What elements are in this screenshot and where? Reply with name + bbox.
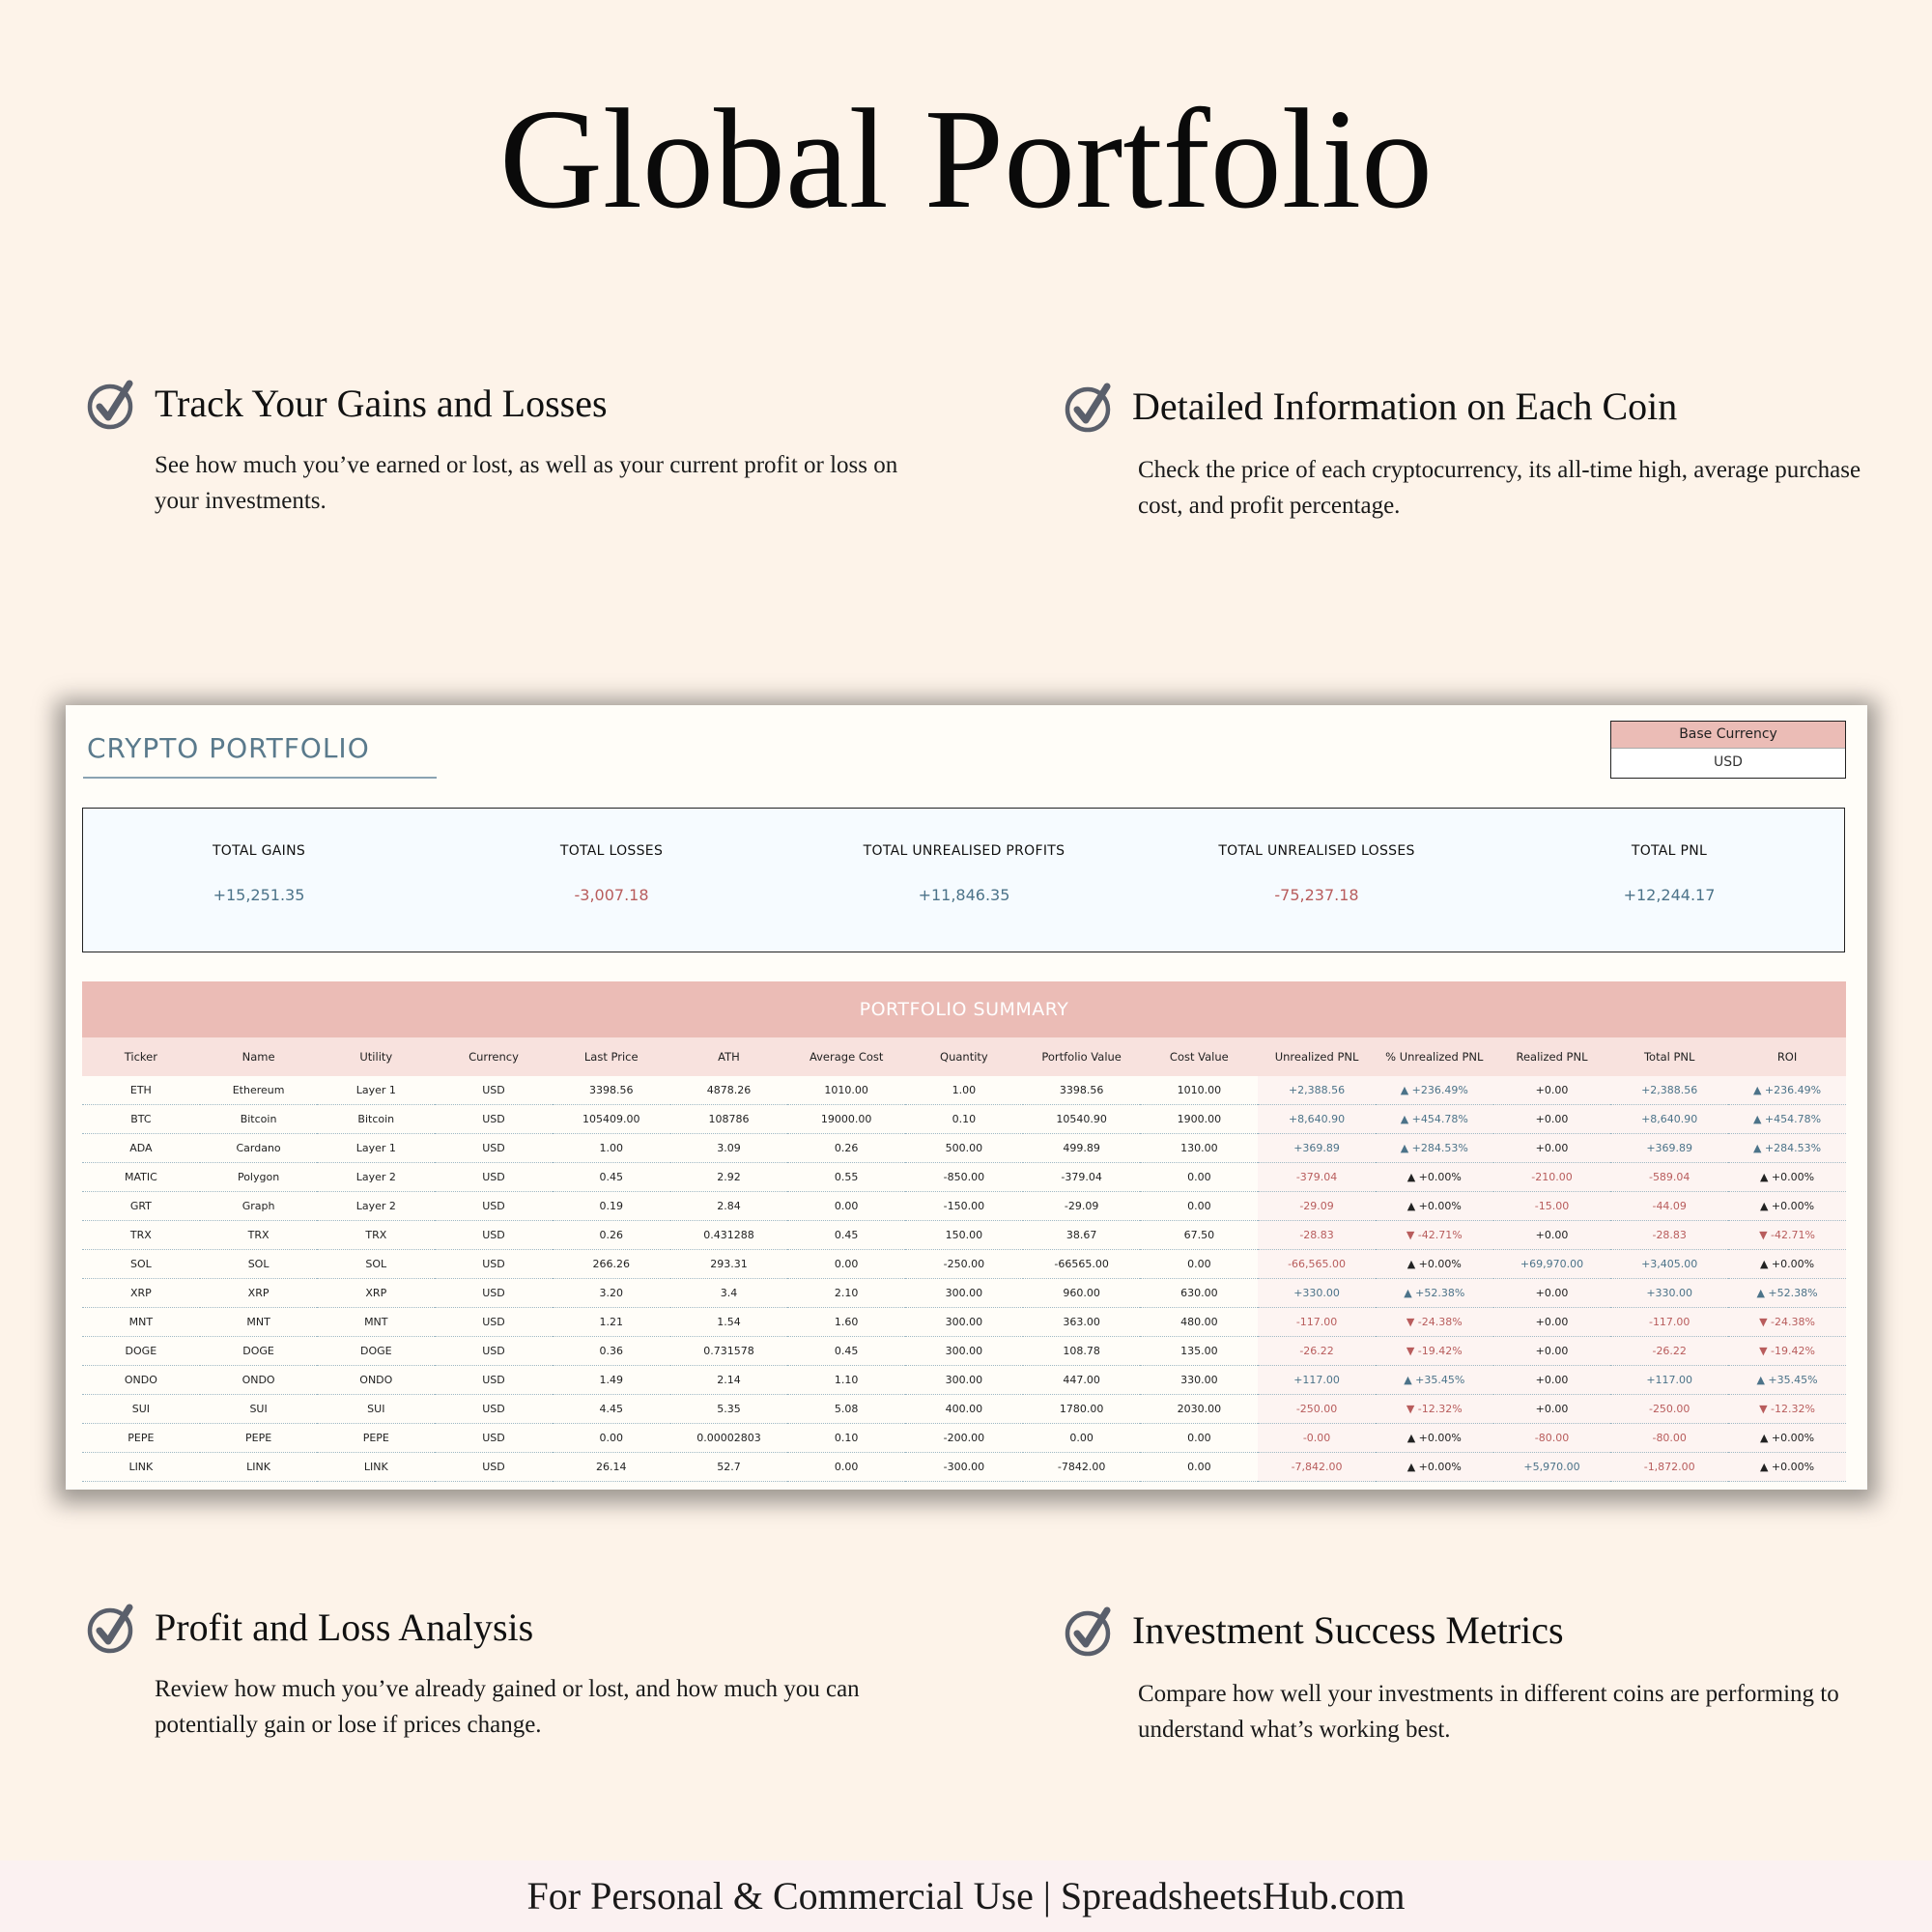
table-cell[interactable]: ▼ -42.71% [1376,1221,1493,1250]
table-row [82,1250,1846,1279]
table-cell[interactable]: -850.00 [905,1163,1023,1192]
table-cell[interactable]: ▼ -12.32% [1376,1395,1493,1424]
table-cell[interactable]: +0.00 [1493,1279,1611,1308]
table-cell[interactable]: MNT [317,1308,435,1337]
table-cell[interactable]: ▲ +0.00% [1728,1453,1846,1482]
table-cell[interactable]: 108786 [670,1105,788,1134]
table-cell[interactable]: 330.00 [1140,1366,1258,1395]
table-cell[interactable]: +8,640.90 [1610,1105,1728,1134]
table-cell[interactable]: USD [435,1163,553,1192]
base-currency-select[interactable]: USD [1714,754,1743,770]
table-cell[interactable]: 0.26 [787,1134,905,1163]
table-cell[interactable]: 108.78 [1023,1337,1141,1366]
kpi-value: -75,237.18 [1274,886,1359,904]
table-cell[interactable]: ONDO [317,1366,435,1395]
table-cell[interactable]: 480.00 [1140,1308,1258,1337]
table-cell[interactable]: 499.89 [1023,1134,1141,1163]
table-row [82,1279,1846,1308]
spreadsheet-screenshot [66,705,1867,1490]
table-cell[interactable]: ▲ +0.00% [1728,1192,1846,1221]
table-cell[interactable]: 4.45 [553,1395,670,1424]
table-cell[interactable]: ADA [82,1134,200,1163]
column-header: Average Cost [787,1037,905,1076]
feature-heading: Investment Success Metrics [1132,1608,1564,1652]
table-cell[interactable]: 0.00 [787,1453,905,1482]
table-cell[interactable]: -28.83 [1610,1221,1728,1250]
table-cell[interactable]: 0.00 [1140,1163,1258,1192]
feature-heading: Track Your Gains and Losses [155,382,608,425]
table-cell[interactable]: +0.00 [1493,1134,1611,1163]
kpi-panel [82,808,1845,952]
table-cell[interactable]: USD [435,1105,553,1134]
table-cell[interactable]: -117.00 [1610,1308,1728,1337]
table-cell[interactable]: 2.14 [670,1366,788,1395]
table-cell[interactable]: 1010.00 [1140,1076,1258,1105]
table-cell[interactable]: DOGE [200,1337,318,1366]
table-cell[interactable]: -300.00 [905,1453,1023,1482]
table-cell[interactable]: GRT [82,1192,200,1221]
table-cell[interactable]: 0.10 [787,1424,905,1453]
table-cell[interactable]: Layer 1 [317,1076,435,1105]
column-header: Realized PNL [1493,1037,1611,1076]
table-cell[interactable]: 3.4 [670,1279,788,1308]
table-cell[interactable]: +0.00 [1493,1076,1611,1105]
table-cell[interactable]: -26.22 [1610,1337,1728,1366]
table-cell[interactable]: 3398.56 [553,1076,670,1105]
table-cell[interactable]: 105409.00 [553,1105,670,1134]
table-cell[interactable]: -66565.00 [1023,1250,1141,1279]
table-cell[interactable]: 0.19 [553,1192,670,1221]
table-cell[interactable]: 0.00 [1140,1453,1258,1482]
table-cell[interactable]: 52.7 [670,1453,788,1482]
feature-text: See how much you’ve earned or lost, as well as your current profit or loss on your investments. [155,452,898,514]
table-cell[interactable]: 2.10 [787,1279,905,1308]
table-cell[interactable]: 0.00 [1140,1250,1258,1279]
table-cell[interactable]: ▲ +236.49% [1376,1076,1493,1105]
table-cell[interactable]: TRX [317,1221,435,1250]
base-currency-box [1610,721,1846,779]
table-cell[interactable]: ▲ +52.38% [1376,1279,1493,1308]
table-cell[interactable]: ▲ +35.45% [1728,1366,1846,1395]
table-cell[interactable]: SUI [82,1395,200,1424]
table-cell[interactable]: USD [435,1279,553,1308]
table-cell[interactable]: 1.54 [670,1308,788,1337]
table-cell[interactable]: +3,405.00 [1610,1250,1728,1279]
table-cell[interactable]: +0.00 [1493,1366,1611,1395]
table-cell[interactable]: USD [435,1424,553,1453]
table-cell[interactable]: SOL [82,1250,200,1279]
column-header: Utility [317,1037,435,1076]
table-cell[interactable]: ▲ +0.00% [1376,1424,1493,1453]
table-cell[interactable]: 0.731578 [670,1337,788,1366]
table-cell[interactable]: Layer 2 [317,1163,435,1192]
table-cell[interactable]: ▲ +0.00% [1376,1250,1493,1279]
table-cell[interactable]: ETH [82,1076,200,1105]
table-cell[interactable]: 0.00 [787,1250,905,1279]
column-header: Ticker [82,1037,200,1076]
table-cell[interactable]: SOL [200,1250,318,1279]
table-cell[interactable]: 0.00 [553,1424,670,1453]
table-cell[interactable]: 0.36 [553,1337,670,1366]
table-cell[interactable]: 266.26 [553,1250,670,1279]
kpi-value: +15,251.35 [213,886,305,904]
table-cell[interactable]: 293.31 [670,1250,788,1279]
kpi-label: TOTAL LOSSES [559,843,664,859]
portfolio-table [82,1037,1846,1482]
table-cell[interactable]: PEPE [82,1424,200,1453]
table-header-row [82,1037,1846,1076]
table-cell[interactable]: ▲ +0.00% [1376,1192,1493,1221]
table-cell[interactable]: -80.00 [1610,1424,1728,1453]
table-cell[interactable]: 300.00 [905,1279,1023,1308]
table-cell[interactable]: 150.00 [905,1221,1023,1250]
table-cell[interactable]: 0.00 [787,1192,905,1221]
table-cell[interactable]: 960.00 [1023,1279,1141,1308]
table-cell[interactable]: TRX [82,1221,200,1250]
table-cell[interactable]: Bitcoin [317,1105,435,1134]
table-cell[interactable]: -28.83 [1258,1221,1376,1250]
table-cell[interactable]: +0.00 [1493,1395,1611,1424]
table-cell[interactable]: 1010.00 [787,1076,905,1105]
table-cell[interactable]: XRP [200,1279,318,1308]
table-cell[interactable]: 38.67 [1023,1221,1141,1250]
table-cell[interactable]: +8,640.90 [1258,1105,1376,1134]
column-header: Portfolio Value [1023,1037,1141,1076]
table-cell[interactable]: ▲ +0.00% [1728,1424,1846,1453]
table-cell[interactable]: 0.45 [787,1337,905,1366]
table-cell[interactable]: 400.00 [905,1395,1023,1424]
table-cell[interactable]: -66,565.00 [1258,1250,1376,1279]
footer: For Personal & Commercial Use | SpreadsheetsHub.com [0,1861,1932,1932]
table-cell[interactable]: +0.00 [1493,1221,1611,1250]
table-cell[interactable]: -7842.00 [1023,1453,1141,1482]
base-currency-label: Base Currency [1611,722,1845,749]
table-cell[interactable]: +369.89 [1258,1134,1376,1163]
table-cell[interactable]: USD [435,1308,553,1337]
table-cell[interactable]: Cardano [200,1134,318,1163]
table-cell[interactable]: -0.00 [1258,1424,1376,1453]
check-circle-icon [85,1602,137,1654]
table-cell[interactable]: BTC [82,1105,200,1134]
table-cell[interactable]: -210.00 [1493,1163,1611,1192]
table-cell[interactable]: 19000.00 [787,1105,905,1134]
table-cell[interactable]: 300.00 [905,1308,1023,1337]
column-header: Name [200,1037,318,1076]
table-cell[interactable]: -250.00 [905,1250,1023,1279]
table-cell[interactable]: +330.00 [1258,1279,1376,1308]
table-cell[interactable]: 0.00 [1023,1424,1141,1453]
table-cell[interactable]: +330.00 [1610,1279,1728,1308]
kpi-label: TOTAL UNREALISED PROFITS [863,843,1065,859]
table-cell[interactable]: +0.00 [1493,1337,1611,1366]
table-cell[interactable]: -80.00 [1493,1424,1611,1453]
table-cell[interactable]: 26.14 [553,1453,670,1482]
feature-text: Compare how well your investments in different coins are performing to understand what’s working best. [1138,1681,1839,1743]
kpi-value: -3,007.18 [574,886,649,904]
table-cell[interactable]: 5.35 [670,1395,788,1424]
table-cell[interactable]: -150.00 [905,1192,1023,1221]
table-cell[interactable]: ▲ +284.53% [1728,1134,1846,1163]
table-cell[interactable]: ONDO [200,1366,318,1395]
table-cell[interactable]: 630.00 [1140,1279,1258,1308]
feature-heading: Detailed Information on Each Coin [1132,384,1678,428]
table-cell[interactable]: 2.92 [670,1163,788,1192]
table-cell[interactable]: 0.55 [787,1163,905,1192]
table-cell[interactable]: -200.00 [905,1424,1023,1453]
table-cell[interactable]: 500.00 [905,1134,1023,1163]
table-cell[interactable]: 0.45 [553,1163,670,1192]
table-cell[interactable]: DOGE [317,1337,435,1366]
table-cell[interactable]: +2,388.56 [1610,1076,1728,1105]
table-cell[interactable]: 3.20 [553,1279,670,1308]
column-header: Last Price [553,1037,670,1076]
table-cell[interactable]: MNT [82,1308,200,1337]
sheet-title: CRYPTO PORTFOLIO [87,732,370,764]
table-cell[interactable]: -589.04 [1610,1163,1728,1192]
table-cell[interactable]: 0.00 [1140,1192,1258,1221]
page-title: Global Portfolio [498,80,1434,239]
table-cell[interactable]: ▲ +52.38% [1728,1279,1846,1308]
table-cell[interactable]: -15.00 [1493,1192,1611,1221]
table-cell[interactable]: 300.00 [905,1337,1023,1366]
table-cell[interactable]: +2,388.56 [1258,1076,1376,1105]
table-cell[interactable]: +117.00 [1610,1366,1728,1395]
table-cell[interactable]: ▲ +0.00% [1728,1163,1846,1192]
table-cell[interactable]: 67.50 [1140,1221,1258,1250]
table-cell[interactable]: 2.84 [670,1192,788,1221]
table-row [82,1308,1846,1337]
table-cell[interactable]: 0.00002803 [670,1424,788,1453]
table-cell[interactable]: -7,842.00 [1258,1453,1376,1482]
table-cell[interactable]: -1,872.00 [1610,1453,1728,1482]
table-cell[interactable]: 0.00 [1140,1424,1258,1453]
feature-text: Review how much you’ve already gained or lost, and how much you can potentially gain or lose if prices change. [155,1676,860,1738]
table-cell[interactable]: 1.60 [787,1308,905,1337]
table-cell[interactable]: +69,970.00 [1493,1250,1611,1279]
table-cell[interactable]: USD [435,1337,553,1366]
table-row [82,1221,1846,1250]
table-cell[interactable]: USD [435,1453,553,1482]
table-cell[interactable]: -117.00 [1258,1308,1376,1337]
table-cell[interactable]: ▲ +35.45% [1376,1366,1493,1395]
table-cell[interactable]: 0.10 [905,1105,1023,1134]
table-cell[interactable]: USD [435,1395,553,1424]
table-cell[interactable]: USD [435,1221,553,1250]
table-cell[interactable]: ▼ -24.38% [1728,1308,1846,1337]
title-underline [83,777,437,779]
table-cell[interactable]: Polygon [200,1163,318,1192]
table-cell[interactable]: MATIC [82,1163,200,1192]
table-row [82,1453,1846,1482]
table-cell[interactable]: ▲ +236.49% [1728,1076,1846,1105]
kpi-value: +12,244.17 [1623,886,1716,904]
table-cell[interactable]: 0.45 [787,1221,905,1250]
table-cell[interactable]: Layer 2 [317,1192,435,1221]
table-cell[interactable]: 1.10 [787,1366,905,1395]
column-header: Cost Value [1140,1037,1258,1076]
feature-text: Check the price of each cryptocurrency, its all-time high, average purchase cost, and profit percentage. [1138,457,1861,519]
table-cell[interactable]: 3398.56 [1023,1076,1141,1105]
kpi-value: +11,846.35 [918,886,1010,904]
table-row [82,1076,1846,1105]
table-cell[interactable]: TRX [200,1221,318,1250]
column-header: Unrealized PNL [1258,1037,1376,1076]
table-cell[interactable]: 2030.00 [1140,1395,1258,1424]
column-header: ATH [670,1037,788,1076]
table-cell[interactable]: +0.00 [1493,1105,1611,1134]
table-cell[interactable]: 4878.26 [670,1076,788,1105]
check-circle-icon [1063,381,1115,433]
table-cell[interactable]: DOGE [82,1337,200,1366]
table-cell[interactable]: 1780.00 [1023,1395,1141,1424]
table-cell[interactable]: +5,970.00 [1493,1453,1611,1482]
table-cell[interactable]: ▼ -42.71% [1728,1221,1846,1250]
table-row [82,1395,1846,1424]
table-cell[interactable]: Layer 1 [317,1134,435,1163]
column-header: Currency [435,1037,553,1076]
table-cell[interactable]: Graph [200,1192,318,1221]
table-row [82,1424,1846,1453]
kpi-label: TOTAL PNL [1631,843,1708,859]
column-header: % Unrealized PNL [1376,1037,1493,1076]
table-cell[interactable]: MNT [200,1308,318,1337]
table-cell[interactable]: -379.04 [1023,1163,1141,1192]
table-cell[interactable]: ▼ -19.42% [1376,1337,1493,1366]
table-cell[interactable]: 1.00 [553,1134,670,1163]
table-cell[interactable]: ▼ -19.42% [1728,1337,1846,1366]
table-cell[interactable]: -44.09 [1610,1192,1728,1221]
table-cell[interactable]: 1.49 [553,1366,670,1395]
portfolio-summary [82,981,1846,1482]
summary-title: PORTFOLIO SUMMARY [82,981,1846,1037]
table-cell[interactable]: 130.00 [1140,1134,1258,1163]
table-cell[interactable]: XRP [82,1279,200,1308]
table-cell[interactable]: XRP [317,1279,435,1308]
table-row [82,1163,1846,1192]
table-cell[interactable]: 135.00 [1140,1337,1258,1366]
table-cell[interactable]: 0.431288 [670,1221,788,1250]
kpi-label: TOTAL UNREALISED LOSSES [1218,843,1415,859]
table-cell[interactable]: ▲ +284.53% [1376,1134,1493,1163]
table-cell[interactable]: +369.89 [1610,1134,1728,1163]
table-cell[interactable]: ▲ +0.00% [1728,1250,1846,1279]
table-cell[interactable]: -29.09 [1258,1192,1376,1221]
table-cell[interactable]: 1900.00 [1140,1105,1258,1134]
table-cell[interactable]: ▼ -12.32% [1728,1395,1846,1424]
table-cell[interactable]: PEPE [200,1424,318,1453]
table-cell[interactable]: 0.26 [553,1221,670,1250]
table-cell[interactable]: 1.21 [553,1308,670,1337]
table-cell[interactable]: -250.00 [1610,1395,1728,1424]
table-cell[interactable]: 300.00 [905,1366,1023,1395]
table-cell[interactable]: ▼ -24.38% [1376,1308,1493,1337]
table-cell[interactable]: 5.08 [787,1395,905,1424]
table-cell[interactable]: ▲ +0.00% [1376,1453,1493,1482]
table-cell[interactable]: -26.22 [1258,1337,1376,1366]
table-cell[interactable]: PEPE [317,1424,435,1453]
table-cell[interactable]: 3.09 [670,1134,788,1163]
table-cell[interactable]: USD [435,1366,553,1395]
kpi-label: TOTAL GAINS [212,843,306,859]
check-circle-icon [1063,1605,1115,1657]
table-cell[interactable]: 10540.90 [1023,1105,1141,1134]
table-cell[interactable]: +0.00 [1493,1308,1611,1337]
table-row [82,1366,1846,1395]
table-cell[interactable]: ▲ +0.00% [1376,1163,1493,1192]
table-cell[interactable]: -379.04 [1258,1163,1376,1192]
table-cell[interactable]: ▲ +454.78% [1376,1105,1493,1134]
table-cell[interactable]: 1.00 [905,1076,1023,1105]
table-cell[interactable]: LINK [82,1453,200,1482]
column-header: Quantity [905,1037,1023,1076]
table-cell[interactable]: +117.00 [1258,1366,1376,1395]
table-cell[interactable]: ▲ +454.78% [1728,1105,1846,1134]
table-cell[interactable]: LINK [200,1453,318,1482]
table-cell[interactable]: LINK [317,1453,435,1482]
table-cell[interactable]: SUI [200,1395,318,1424]
table-row [82,1134,1846,1163]
table-cell[interactable]: 363.00 [1023,1308,1141,1337]
table-row [82,1105,1846,1134]
feature-heading: Profit and Loss Analysis [155,1605,534,1649]
table-cell[interactable]: USD [435,1134,553,1163]
table-cell[interactable]: 447.00 [1023,1366,1141,1395]
table-cell[interactable]: -29.09 [1023,1192,1141,1221]
table-row [82,1192,1846,1221]
table-row [82,1337,1846,1366]
table-cell[interactable]: ONDO [82,1366,200,1395]
table-cell[interactable]: SUI [317,1395,435,1424]
table-cell[interactable]: Ethereum [200,1076,318,1105]
check-circle-icon [85,378,137,430]
table-cell[interactable]: USD [435,1192,553,1221]
table-cell[interactable]: Bitcoin [200,1105,318,1134]
table-body [82,1076,1846,1482]
column-header: Total PNL [1610,1037,1728,1076]
table-cell[interactable]: -250.00 [1258,1395,1376,1424]
table-cell[interactable]: USD [435,1250,553,1279]
table-cell[interactable]: SOL [317,1250,435,1279]
table-cell[interactable]: USD [435,1076,553,1105]
column-header: ROI [1728,1037,1846,1076]
